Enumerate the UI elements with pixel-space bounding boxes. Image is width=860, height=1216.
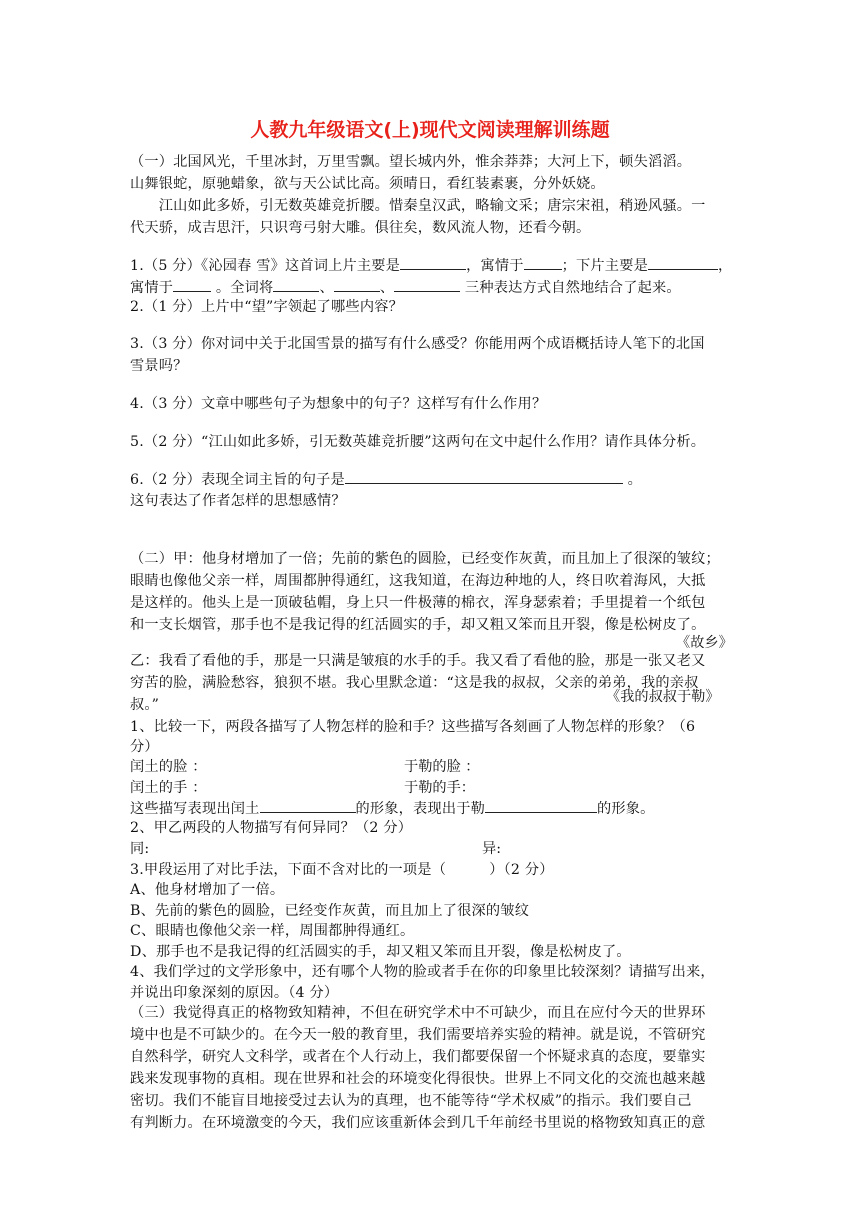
runtu-face-label: 闰土的脸 ： (130, 759, 207, 775)
answer-blank[interactable] (273, 277, 319, 292)
question-5: 5.（2 分）“江山如此多娇，引无数英雄竞折腰”这两句在文中起什么作用？请作具体分析。 (130, 434, 706, 450)
option-c: C、眼睛也像他父亲一样，周围都肿得通红。 (130, 923, 415, 939)
question-text: ；下片主要是 (561, 258, 648, 274)
passage-jia-line: 是这样的。他头上是一顶破毡帽，身上只一件极薄的棉衣，浑身瑟索着；手里提着一个纸包 (130, 595, 706, 611)
passage-3-line: 密切。我们不能盲目地接受过去认为的真理，也不能等待“学术权威”的指示。我们要自己 (130, 1093, 692, 1109)
question-text: 这些描写表现出闰土 (130, 801, 260, 817)
answer-blank[interactable] (394, 277, 460, 292)
question-text: 寓情于 (130, 280, 174, 296)
question-2: 2.（1 分）上片中“望”字领起了哪些内容？ (130, 299, 403, 315)
passage-yi-line: 叔。” (130, 697, 160, 713)
yule-hand-label: 于勒的手： (404, 780, 475, 796)
yule-face-label: 于勒的脸 ： (404, 759, 480, 775)
option-b: B、先前的紫色的圆脸，已经变作灰黄，而且加上了很深的皱纹 (130, 903, 530, 919)
passage-3-line: 境中也是不可缺少的。在今天一般的教育里，我们需要培养实验的精神。就是说，不管研究 (130, 1027, 706, 1043)
passage-3-line: 践来发现事物的真相。现在世界和社会的环境变化得很快。世界上不同文化的交流也越来越 (130, 1071, 706, 1087)
question-text: 1.（5 分）《沁园春 雪》这首词上片主要是 (130, 258, 401, 274)
answer-blank[interactable] (260, 798, 356, 813)
passage-3-line: 有判断力。在环境激变的今天，我们应该重新体会到几千年前经书里说的格物致知真正的意 (130, 1115, 706, 1131)
question-text: 三种表达方式自然地结合了起来。 (460, 280, 681, 296)
question-text: 6.（2 分）表现全词主旨的句子是 (130, 472, 345, 488)
document-title: 人教九年级语文(上)现代文阅读理解训练题 (250, 119, 610, 141)
diff-label: 异: (482, 841, 501, 857)
passage-yi-line: 乙：我看了看他的手，那是一只满是皱痕的水手的手。我又看了看他的脸，那是一张又老又 (130, 653, 706, 669)
passage-yi-line: 穷苦的脸，满脸愁容，狼狈不堪。我心里默念道：“这是我的叔叔，父亲的弟弟，我的亲叔 (130, 675, 699, 691)
question-text: 的形象。 (597, 801, 655, 817)
answer-blank[interactable] (648, 255, 718, 270)
question-text: 、 (319, 280, 334, 296)
s2-question-3: 3.甲段运用了对比手法，下面不含对比的一项是（ ）（2 分） (130, 862, 554, 878)
question-text: ，寓情于 (466, 258, 524, 274)
poem-line: （一）北国风光，千里冰封，万里雪飘。望长城内外，惟余莽莽；大河上下，顿失滔滔。 (130, 154, 692, 170)
s2-question-4-line-2: 并说出印象深刻的原因。（4 分） (130, 985, 339, 1001)
image-summary-line (130, 798, 655, 819)
question-6-line-1 (130, 469, 642, 490)
s2-question-2: 2、甲乙两段的人物描写有何异同？（2 分） (130, 820, 413, 836)
passage-3-line: （三）我觉得真正的格物致知精神，不但在研究学术中不可缺少，而且在应付今天的世界环 (130, 1005, 706, 1021)
passage-jia-source: 《故乡》 (676, 635, 733, 651)
s2-question-4-line-1: 4、我们学过的文学形象中，还有哪个人物的脸或者手在你的印象里比较深刻？请描写出来， (130, 964, 715, 980)
question-4: 4.（3 分）文章中哪些句子为想象中的句子？这样写有什么作用？ (130, 396, 547, 412)
answer-blank[interactable] (400, 255, 466, 270)
question-text: 、 (379, 280, 395, 296)
question-text: ， (717, 258, 733, 274)
passage-3-line: 自然科学，研究人文科学，或者在个人行动上，我们都要保留一个怀疑求真的态度，要靠实 (130, 1049, 706, 1065)
question-text: 。 (622, 472, 643, 488)
question-text: 的形象，表现出于勒 (355, 801, 485, 817)
question-6-line-2: 这句表达了作者怎样的思想感情？ (130, 493, 346, 509)
s2-question-1-line-2: 分） (130, 739, 159, 755)
answer-blank[interactable] (524, 255, 562, 270)
passage-jia-line: （二）甲：他身材增加了一倍；先前的紫色的圆脸，已经变作灰黄，而且加上了很深的皱纹； (130, 551, 720, 567)
question-1-line-1 (130, 255, 732, 276)
passage-yi-source: 《我的叔叔于勒》 (606, 689, 720, 705)
runtu-hand-label: 闰土的手 ： (130, 780, 207, 796)
passage-jia-line: 眼睛也像他父亲一样，周围都肿得通红，这我知道，在海边种地的人，终日吹着海风，大抵 (130, 573, 706, 589)
same-label: 同: (130, 841, 150, 857)
answer-blank[interactable] (485, 798, 597, 813)
poem-line: 江山如此多娇，引无数英雄竞折腰。惜秦皇汉武，略输文采；唐宗宋祖，稍逊风骚。一 (130, 198, 706, 214)
answer-blank[interactable] (345, 469, 623, 484)
option-a: A、他身材增加了一倍。 (130, 882, 285, 898)
question-text: 。全词将 (211, 280, 274, 296)
answer-blank[interactable] (173, 277, 211, 292)
s2-question-1-line-1: 1、比较一下，两段各描写了人物怎样的脸和手？这些描写各刻画了人物怎样的形象？（6 (130, 719, 696, 735)
answer-blank[interactable] (334, 277, 380, 292)
poem-line: 代天骄，成吉思汗，只识弯弓射大雕。俱往矣，数风流人物，还看今朝。 (130, 220, 591, 236)
question-1-line-2 (130, 277, 681, 298)
passage-jia-line: 和一支长烟管，那手也不是我记得的红活圆实的手，却又粗又笨而且开裂，像是松树皮了。 (130, 617, 706, 633)
poem-line: 山舞银蛇，原驰蜡象，欲与天公试比高。须晴日，看红装素裹，分外妖娆。 (130, 176, 605, 192)
question-3-line-2: 雪景吗？ (130, 358, 188, 374)
option-d: D、那手也不是我记得的红活圆实的手，却又粗又笨而且开裂，像是松树皮了。 (130, 944, 631, 960)
question-3-line-1: 3.（3 分）你对词中关于北国雪景的描写有什么感受？你能用两个成语概括诗人笔下的北国 (130, 336, 705, 352)
